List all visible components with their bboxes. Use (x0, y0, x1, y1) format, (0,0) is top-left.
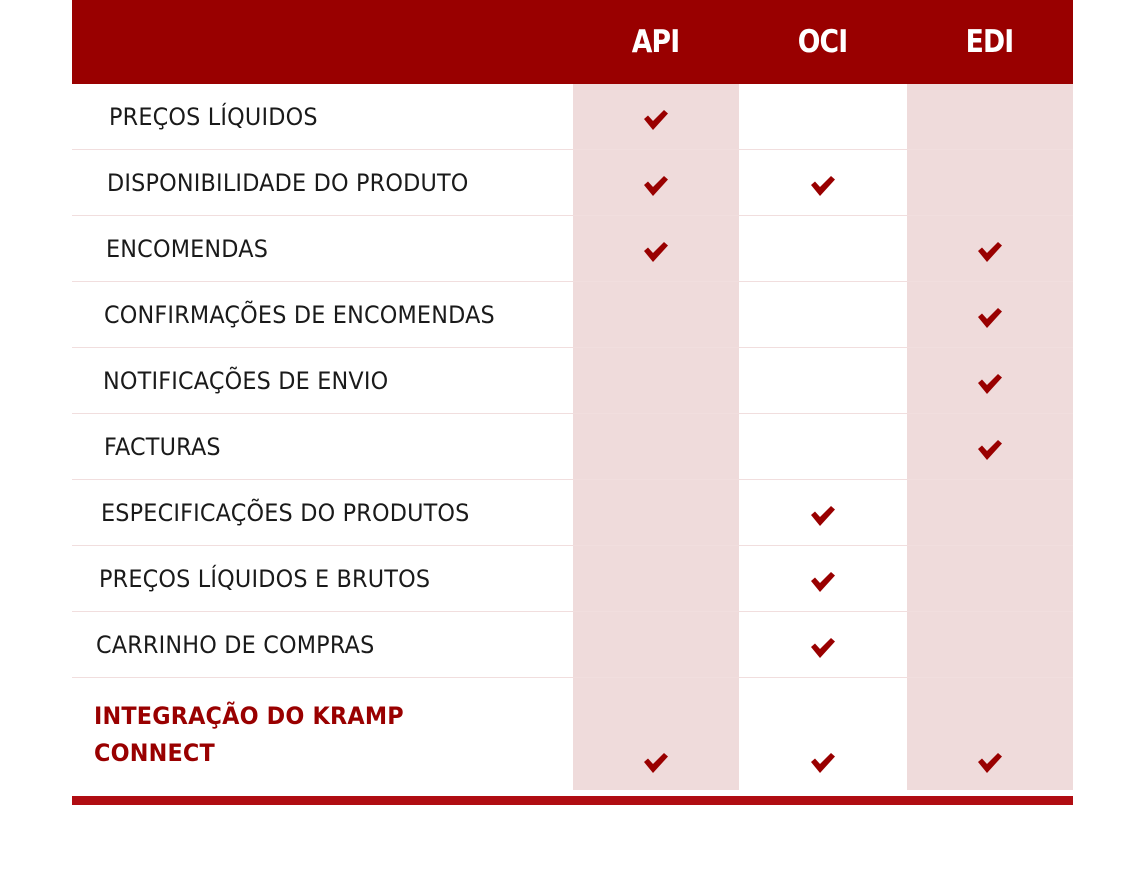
table-row (72, 546, 1073, 612)
checkmark-icon (977, 241, 1003, 263)
checkmark-icon (643, 109, 669, 131)
checkmark-icon (977, 373, 1003, 395)
table-body (72, 84, 1073, 790)
checkmark-icon (643, 752, 669, 774)
cell-api (573, 282, 739, 347)
checkmark-icon (643, 241, 669, 263)
row-label: FACTURAS (104, 433, 221, 461)
table-row (72, 150, 1073, 216)
cell-edi (907, 216, 1073, 281)
cell-oci (740, 282, 906, 347)
table-row (72, 480, 1073, 546)
cell-api (573, 546, 739, 611)
cell-api (573, 414, 739, 479)
cell-oci (740, 150, 906, 215)
cell-api (573, 612, 739, 677)
table-row (72, 216, 1073, 282)
cell-oci (740, 678, 906, 790)
header-edi: EDI (965, 24, 1014, 60)
cell-edi (907, 612, 1073, 677)
row-label: PREÇOS LÍQUIDOS (109, 103, 318, 131)
checkmark-icon (810, 637, 836, 659)
header-oci: OCI (797, 24, 848, 60)
table-row (72, 414, 1073, 480)
checkmark-icon (810, 752, 836, 774)
cell-oci (740, 546, 906, 611)
cell-api (573, 348, 739, 413)
table-row (72, 348, 1073, 414)
cell-edi (907, 678, 1073, 790)
cell-edi (907, 282, 1073, 347)
checkmark-icon (810, 571, 836, 593)
header-api: API (631, 24, 680, 60)
cell-api (573, 150, 739, 215)
final-row-label: INTEGRAÇÃO DO KRAMP CONNECT (94, 702, 404, 767)
cell-edi (907, 414, 1073, 479)
table-row (72, 612, 1073, 678)
bottom-rule (72, 796, 1073, 805)
cell-oci (740, 216, 906, 281)
row-label: PREÇOS LÍQUIDOS E BRUTOS (99, 565, 431, 593)
cell-api (573, 678, 739, 790)
checkmark-icon (977, 307, 1003, 329)
cell-oci (740, 612, 906, 677)
cell-edi (907, 150, 1073, 215)
checkmark-icon (977, 439, 1003, 461)
cell-edi (907, 480, 1073, 545)
checkmark-icon (810, 175, 836, 197)
cell-oci (740, 348, 906, 413)
cell-api (573, 480, 739, 545)
table-row (72, 282, 1073, 348)
table-header (72, 0, 1073, 84)
cell-api (573, 216, 739, 281)
row-label: NOTIFICAÇÕES DE ENVIO (103, 367, 389, 395)
cell-oci (740, 480, 906, 545)
checkmark-icon (810, 505, 836, 527)
table-row (72, 84, 1073, 150)
comparison-table (72, 0, 1073, 790)
cell-edi (907, 546, 1073, 611)
checkmark-icon (977, 752, 1003, 774)
cell-edi (907, 348, 1073, 413)
checkmark-icon (643, 175, 669, 197)
row-label: DISPONIBILIDADE DO PRODUTO (107, 169, 469, 197)
cell-oci (740, 84, 906, 149)
cell-oci (740, 414, 906, 479)
table-row (72, 678, 1073, 790)
row-label: ESPECIFICAÇÕES DO PRODUTOS (101, 499, 470, 527)
cell-edi (907, 84, 1073, 149)
cell-api (573, 84, 739, 149)
row-label: ENCOMENDAS (106, 235, 269, 263)
row-label: CONFIRMAÇÕES DE ENCOMENDAS (104, 301, 495, 329)
row-label: CARRINHO DE COMPRAS (96, 631, 375, 659)
